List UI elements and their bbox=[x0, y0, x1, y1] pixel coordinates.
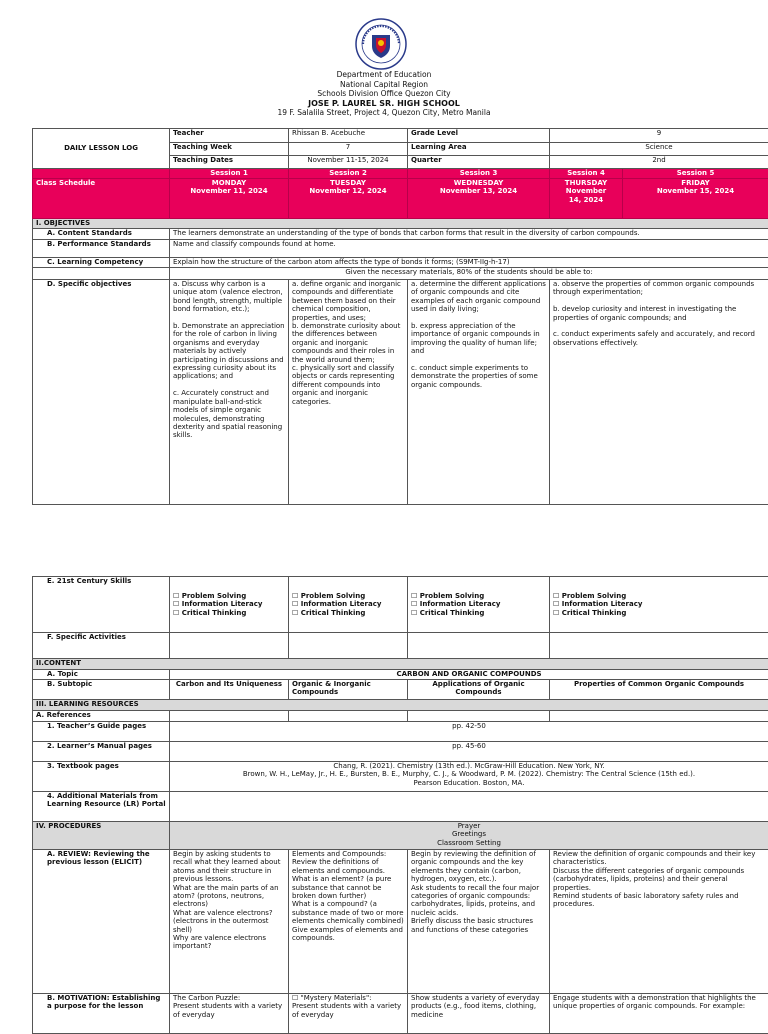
area-value: Science bbox=[550, 143, 768, 156]
document-header bbox=[0, 70, 768, 118]
teachers-guide-value: pp. 42-50 bbox=[170, 722, 768, 742]
specific-objectives-session-3: a. determine the different applications of organic compounds and cite examples of each organic compound used in daily living; b. express appreciation of the importance of organic compounds in improving the quality of human life; and c. conduct simple experiments to demonstrate the properties of some organic compounds. bbox=[408, 280, 550, 505]
specific-objectives-session-4: a. observe the properties of common organic compounds through experimentation; b. develop curiosity and interest in investigating the properties of organic compounds; and c. conduct experiments safely and accurately, and record observations effectively. bbox=[550, 280, 768, 505]
lesson-log-table-2 bbox=[32, 576, 768, 1034]
procedures-heading: IV. PROCEDURES bbox=[33, 822, 170, 850]
subtopic-session-2: Organic & Inorganic Compounds bbox=[289, 680, 408, 700]
day-friday: FRIDAY November 15, 2024 bbox=[623, 179, 768, 219]
header-region: National Capital Region bbox=[0, 80, 768, 90]
session-4-header: Session 4 bbox=[550, 169, 623, 179]
day-monday: MONDAY November 11, 2024 bbox=[170, 179, 289, 219]
day-wednesday: WEDNESDAY November 13, 2024 bbox=[408, 179, 550, 219]
specific-objectives-session-1: a. Discuss why carbon is a unique atom (valence electron, bond length, strength, multiple bond formation, etc.); b. Demonstrate an appreciation for the role of carbon in living organisms and everyday materials by actively participating in discussions and expressing curiosity about its applications; and c. Accurately construct and manipulate ball-and-stick models of simple organic molecules, demonstrating dexterity and spatial reasoning skills. bbox=[170, 280, 289, 505]
subtopic-session-4: Properties of Common Organic Compounds bbox=[550, 680, 768, 700]
learning-competency-value: Explain how the structure of the carbon atom affects the type of bonds it forms; (S9MT-IIg-h-17) bbox=[170, 258, 768, 268]
teachers-guide-label: 1. Teacher’s Guide pages bbox=[33, 722, 170, 742]
textbook-value: Chang, R. (2021). Chemistry (13th ed.). McGraw-Hill Education. New York, NY. Brown, W. H., LeMay, Jr., H. E., Bursten, B. E., Murphy, C. J., & Woodward, P. M. (2022). Chemistry: The Central Science (15th ed.). Pearson Education. Boston, MA. bbox=[170, 762, 768, 792]
given-blank bbox=[33, 268, 170, 280]
motivation-session-2: ☐ "Mystery Materials": Present students with a variety of everyday bbox=[289, 994, 408, 1034]
topic-value: CARBON AND ORGANIC COMPOUNDS bbox=[170, 670, 768, 680]
quarter-label: Quarter bbox=[408, 156, 550, 169]
review-session-3: Begin by reviewing the definition of organic compounds and the key elements they contain (carbon, hydrogen, oxygen, etc.). Ask students to recall the four major categories of organic compounds: carbohydrates, lipids, proteins, and nucleic acids. Briefly discuss the basic structures and functions of these categories bbox=[408, 850, 550, 994]
learning-resources-heading: III. LEARNING RESOURCES bbox=[33, 700, 768, 711]
references-label: A. References bbox=[33, 711, 170, 722]
subtopic-session-3: Applications of Organic Compounds bbox=[408, 680, 550, 700]
motivation-session-3: Show students a variety of everyday products (e.g., food items, clothing, medicine bbox=[408, 994, 550, 1034]
motivation-label: B. MOTIVATION: Establishing a purpose for the lesson bbox=[33, 994, 170, 1034]
content-standards-label: A. Content Standards bbox=[33, 229, 170, 240]
day-thursday: THURSDAY November 14, 2024 bbox=[550, 179, 623, 219]
skills-session-3: ☐ Problem Solving ☐ Information Literacy ☐ Critical Thinking bbox=[408, 577, 550, 633]
specific-activities-label: F. Specific Activities bbox=[33, 633, 170, 659]
motivation-session-4: Engage students with a demonstration that highlights the unique properties of organic compounds. For example: bbox=[550, 994, 768, 1034]
teacher-value: Rhissan B. Acebuche bbox=[289, 129, 408, 143]
skills-session-2: ☐ Problem Solving ☐ Information Literacy ☐ Critical Thinking bbox=[289, 577, 408, 633]
header-department: Department of Education bbox=[0, 70, 768, 80]
teacher-label: Teacher bbox=[170, 129, 289, 143]
given-statement: Given the necessary materials, 80% of the students should be able to: bbox=[170, 268, 768, 280]
header-address: 19 F. Salalila Street, Project 4, Quezon City, Metro Manila bbox=[0, 108, 768, 118]
review-label: A. REVIEW: Reviewing the previous lesson (ELICIT) bbox=[33, 850, 170, 994]
session-blank bbox=[33, 169, 170, 179]
deped-seal-logo bbox=[355, 18, 407, 70]
week-label: Teaching Week bbox=[170, 143, 289, 156]
grade-label: Grade Level bbox=[408, 129, 550, 143]
skills-session-4: ☐ Problem Solving ☐ Information Literacy ☐ Critical Thinking bbox=[550, 577, 768, 633]
header-division: Schools Division Office Quezon City bbox=[0, 89, 768, 99]
textbook-label: 3. Textbook pages bbox=[33, 762, 170, 792]
dates-label: Teaching Dates bbox=[170, 156, 289, 169]
subtopic-label: B. Subtopic bbox=[33, 680, 170, 700]
content-heading: II.CONTENT bbox=[33, 659, 768, 670]
learning-competency-label: C. Learning Competency bbox=[33, 258, 170, 268]
session-3-header: Session 3 bbox=[408, 169, 550, 179]
class-schedule-label: Class Schedule bbox=[33, 179, 170, 219]
grade-value: 9 bbox=[550, 129, 768, 143]
specific-objectives-label: D. Specific objectives bbox=[33, 280, 170, 505]
area-label: Learning Area bbox=[408, 143, 550, 156]
review-session-2: Elements and Compounds: Review the definitions of elements and compounds. What is an element? (a pure substance that cannot be broken down further) What is a compound? (a substance made of two or more elements chemically combined) Give examples of elements and compounds. bbox=[289, 850, 408, 994]
skills-label: E. 21st Century Skills bbox=[33, 577, 170, 633]
performance-standards-value: Name and classify compounds found at home. bbox=[170, 240, 768, 258]
learners-manual-label: 2. Learner’s Manual pages bbox=[33, 742, 170, 762]
session-5-header: Session 5 bbox=[623, 169, 768, 179]
lesson-log-table-1 bbox=[32, 128, 768, 505]
session-1-header: Session 1 bbox=[170, 169, 289, 179]
content-standards-value: The learners demonstrate an understanding of the type of bonds that carbon forms that result in the diversity of carbon compounds. bbox=[170, 229, 768, 240]
week-value: 7 bbox=[289, 143, 408, 156]
specific-objectives-session-2: a. define organic and inorganic compounds and differentiate between them based on their chemical composition, properties, and uses; b. demonstrate curiosity about the differences between organic and inorganic compounds and their roles in the world around them; c. physically sort and classify objects or cards representing different compounds into organic and inorganic categories. bbox=[289, 280, 408, 505]
review-session-4: Review the definition of organic compounds and their key characteristics. Discuss the different categories of organic compounds (carbohydrates, lipids, proteins) and their general properties. Remind students of basic laboratory safety rules and procedures. bbox=[550, 850, 768, 994]
quarter-value: 2nd bbox=[550, 156, 768, 169]
review-session-1: Begin by asking students to recall what they learned about atoms and their structure in previous lessons. What are the main parts of an atom? (protons, neutrons, electrons) What are valence electrons? (electrons in the outermost shell) Why are valence electrons important? bbox=[170, 850, 289, 994]
performance-standards-label: B. Performance Standards bbox=[33, 240, 170, 258]
header-school: JOSE P. LAUREL SR. HIGH SCHOOL bbox=[0, 99, 768, 109]
dates-value: November 11-15, 2024 bbox=[289, 156, 408, 169]
motivation-session-1: The Carbon Puzzle: Present students with a variety of everyday bbox=[170, 994, 289, 1034]
day-tuesday: TUESDAY November 12, 2024 bbox=[289, 179, 408, 219]
opening-routine: Prayer Greetings Classroom Setting bbox=[170, 822, 768, 850]
additional-materials-label: 4. Additional Materials from Learning Resource (LR) Portal bbox=[33, 792, 170, 822]
learners-manual-value: pp. 45-60 bbox=[170, 742, 768, 762]
skills-session-1: ☐ Problem Solving ☐ Information Literacy ☐ Critical Thinking bbox=[170, 577, 289, 633]
topic-label: A. Topic bbox=[33, 670, 170, 680]
subtopic-session-1: Carbon and Its Uniqueness bbox=[170, 680, 289, 700]
daily-lesson-log-title: DAILY LESSON LOG bbox=[33, 129, 170, 169]
session-2-header: Session 2 bbox=[289, 169, 408, 179]
checkbox-icon: ☐ bbox=[292, 994, 301, 1002]
objectives-heading: I. OBJECTIVES bbox=[33, 219, 768, 229]
